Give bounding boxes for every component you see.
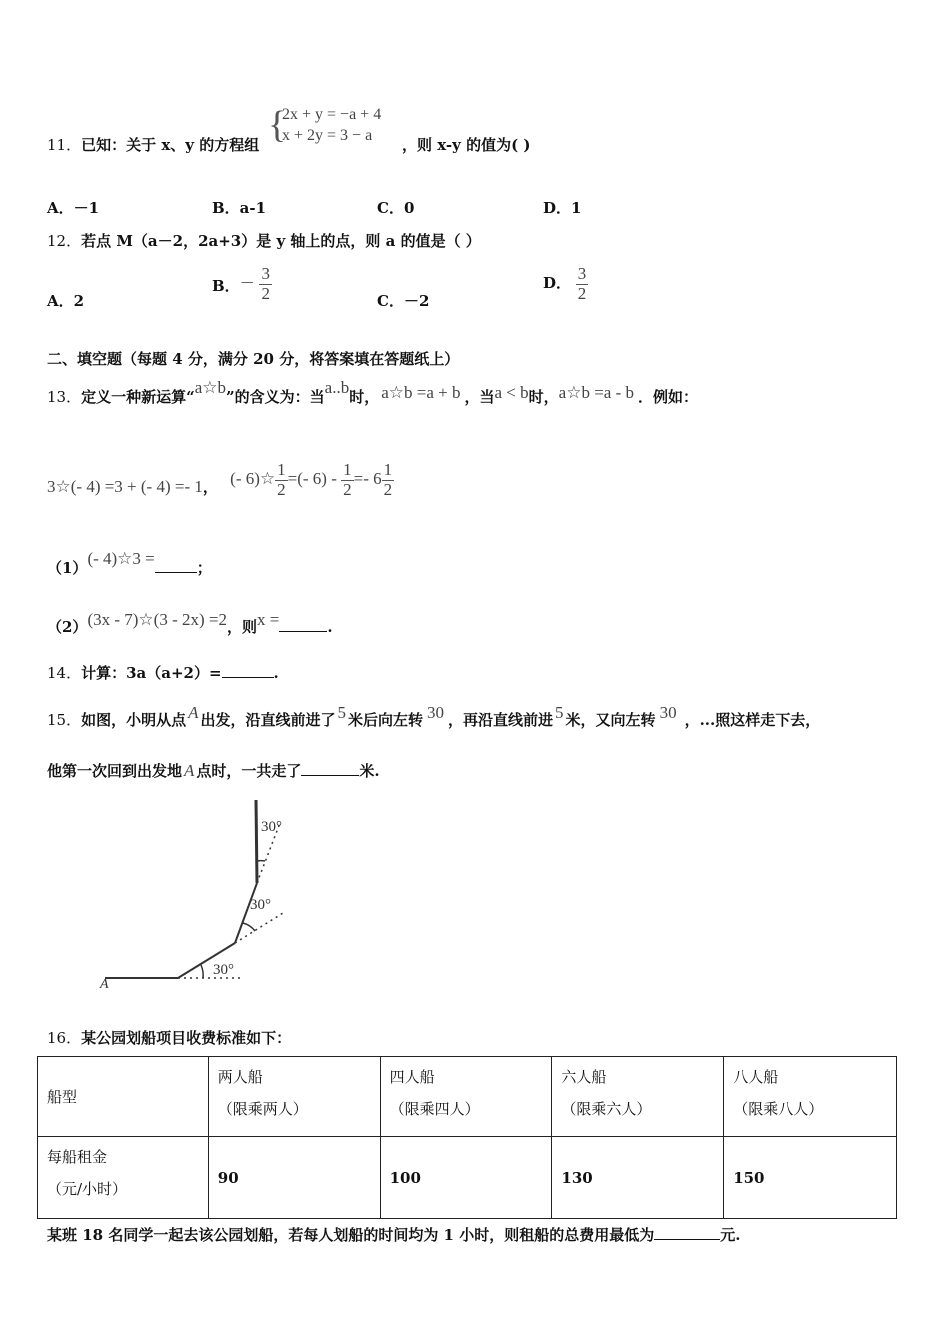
angle-label-3: 30° [261,819,282,835]
q13-example-2-frac-1-denominator: 2 [277,479,286,499]
q13-example-2-frac-3-denominator: 2 [383,479,393,499]
rent-label: 每船租金 [47,1148,108,1166]
q13-rule-2: a☆b =a - b [558,383,635,402]
q16-answer-blank[interactable] [654,1225,720,1240]
q15-text-6: ，...照这样走下去， [684,711,821,729]
q13-text-5: 时， [528,388,559,406]
q11-text: 已知：关于 x、y 的方程组 [81,136,260,154]
section-heading: 二、填空题（每题 4 分，满分 20 分，将答案填在答题纸上） [47,350,460,368]
q15-text-5: 米，又向左转 [565,711,656,729]
table-row [38,1057,897,1137]
q13-text-6: ．例如： [638,388,699,406]
q15-text-7: 他第一次回到出发地 [47,762,183,780]
q14-line [47,662,279,683]
q12-option-d-numerator: 3 [577,264,587,283]
q15-point-a: A [188,703,199,722]
q12-option-b-sign: － [239,274,255,293]
q11-option-d: D．1 [543,199,582,217]
q13-part-2 [47,610,333,637]
boat-name: 六人船 [561,1068,607,1086]
q12-option-a: A．2 [47,292,85,310]
q13-example-2-frac-2 [341,461,354,499]
boat-price: 130 [561,1168,593,1187]
q15-point-a-2: A [184,761,195,780]
q13-operator: a☆b [194,378,227,397]
q13-example-1: 3☆(- 4) =3 + (- 4) =- 1 [47,477,203,497]
boat-price: 100 [389,1168,421,1187]
q11-equation-system: { 2x + y = −a + 4 x + 2y = 3 − a [268,104,382,146]
q15-text-4: ，再沿直线前进 [448,711,554,729]
q15-text-1: 如图，小明从点 [81,711,187,729]
table-cell [208,1057,380,1137]
q13-example-2-frac-1-numerator: 1 [277,460,286,479]
table-cell [724,1057,897,1137]
q16-footer-text: 某班 18 名同学一起去该公园划船，若每人划船的时间均为 1 小时，则租船的总费用最低为 [47,1226,655,1244]
q15-distance-2: 5 [555,703,564,722]
q14-text: 计算：3a（a+2）= [81,664,222,682]
q13-part-2-expression: (3x - 7)☆(3 - 2x) =2 [87,610,227,629]
q13-text-4: ，当 [464,388,495,406]
rent-unit: （元/小时） [47,1180,128,1198]
extension-line-2 [235,913,283,943]
q15-line-2 [47,760,380,781]
boat-limit: （限乘两人） [217,1100,308,1118]
q11-option-c: C．0 [377,199,415,217]
table-header-label [38,1057,209,1137]
table-rent-label [38,1137,209,1219]
q13-example-row [47,461,394,499]
segment-4 [256,800,257,883]
q12-text: 若点 M（a－2，2a+3）是 y 轴上的点，则 a 的值是（ ） [81,232,481,250]
boat-name: 八人船 [733,1068,779,1086]
boat-limit: （限乘八人） [733,1100,824,1118]
table-cell [552,1057,724,1137]
q13-example-2-part-a: (- 6)☆ [230,469,276,489]
q13-part-1-label: （1） [47,559,88,577]
q11-option-a: A．－1 [47,199,100,217]
q15-answer-blank[interactable] [301,761,359,776]
q15-text-2: 出发，沿直线前进了 [200,711,336,729]
q13-part-1-expression: (- 4)☆3 = [87,549,155,568]
q12-option-b-numerator: 3 [261,264,270,283]
q13-text-3: 时， [349,388,380,406]
q13-example-comma: ， [202,480,218,497]
table-cell [208,1137,380,1219]
q15-text-8: 点时，一共走了 [196,762,302,780]
boat-fee-table [37,1056,897,1219]
table-cell [552,1137,724,1219]
q16-footer [47,1224,740,1245]
q14-answer-blank[interactable] [222,663,274,678]
boat-limit: （限乘四人） [389,1100,480,1118]
q14-end: . [273,664,279,682]
q13-number: 13． [47,388,82,406]
q13-example-2-frac-1 [275,461,288,499]
boat-type-label: 船型 [47,1088,78,1106]
q13-part-2-variable: x = [257,610,280,629]
q15-text-3: 米后向左转 [348,711,424,729]
q16-footer-end: 元. [720,1226,741,1244]
q13-condition-2: a < b [494,383,529,402]
q11-eq2: x + 2y = 3 − a [282,127,373,144]
q13-part-2-label: （2） [47,618,88,636]
q13-part-1-answer-blank[interactable] [155,558,197,573]
q11-eq1: 2x + y = −a + 4 [282,106,382,123]
q11-option-b: B．a-1 [212,199,267,217]
q12-option-d-label: D． [543,274,572,293]
angle-label-2: 30° [250,897,271,913]
q13-condition-1: a..b [324,378,350,397]
q13-part-1-end: ； [196,559,212,577]
q13-text-2: ”的含义为：当 [226,388,325,406]
q14-number: 14． [47,664,82,682]
q15-text-9: 米. [359,762,380,780]
table-cell [380,1057,552,1137]
q12-option-d-denominator: 2 [577,283,587,303]
q11-line [47,134,259,155]
angle-arc-2 [243,923,255,931]
q13-example-2-frac-2-numerator: 1 [343,460,352,479]
q13-part-1 [47,549,212,578]
q15-angle-1: 30 [427,703,445,722]
q13-example-2-frac-3-numerator: 1 [383,460,393,479]
q16-number: 16． [47,1029,82,1047]
boat-name: 四人船 [389,1068,435,1086]
q13-part-2-answer-blank[interactable] [279,617,327,632]
boat-price: 90 [217,1168,239,1187]
q13-example-2-frac-2-denominator: 2 [343,479,352,499]
q13-example-2-part-c: =- 6 [353,469,382,489]
q11-number: 11． [47,136,82,154]
table-cell [380,1137,552,1219]
q12-option-b-denominator: 2 [261,283,270,303]
q15-line-1 [47,703,821,730]
q15-angle-2: 30 [659,703,677,722]
q15-path-figure [95,795,315,995]
q13-line [47,378,699,407]
table-row [38,1137,897,1219]
angle-label-1: 30° [213,962,234,978]
q12-option-b [212,265,272,303]
q12-option-d-fraction [576,265,589,303]
q15-distance-1: 5 [337,703,347,722]
q12-option-b-label: B． [212,277,240,296]
q16-text: 某公园划船项目收费标准如下： [81,1029,292,1047]
table-cell [724,1137,897,1219]
q15-number: 15． [47,711,82,729]
angle-arc-1 [201,965,203,978]
q12-option-b-fraction [259,265,272,303]
q13-example-2-frac-3 [382,461,395,499]
q12-number: 12． [47,232,82,250]
q12-option-d [543,265,588,303]
q13-part-2-end: . [327,618,333,636]
q13-rule-1: a☆b =a + b [381,383,461,402]
boat-limit: （限乘六人） [561,1100,652,1118]
q16-line [47,1027,291,1048]
q12-line [47,230,481,251]
q11-text-after: ，则 x-y 的值为( ) [402,136,531,154]
segment-3 [235,883,257,943]
q12-option-c: C．－2 [377,292,430,310]
point-a-label: A [100,977,109,992]
q13-example-2-part-b: =(- 6) - [287,469,337,489]
q13-text-1: 定义一种新运算“ [81,388,195,406]
boat-price: 150 [733,1168,765,1187]
q13-part-2-middle: ，则 [226,618,257,636]
boat-name: 两人船 [217,1068,263,1086]
